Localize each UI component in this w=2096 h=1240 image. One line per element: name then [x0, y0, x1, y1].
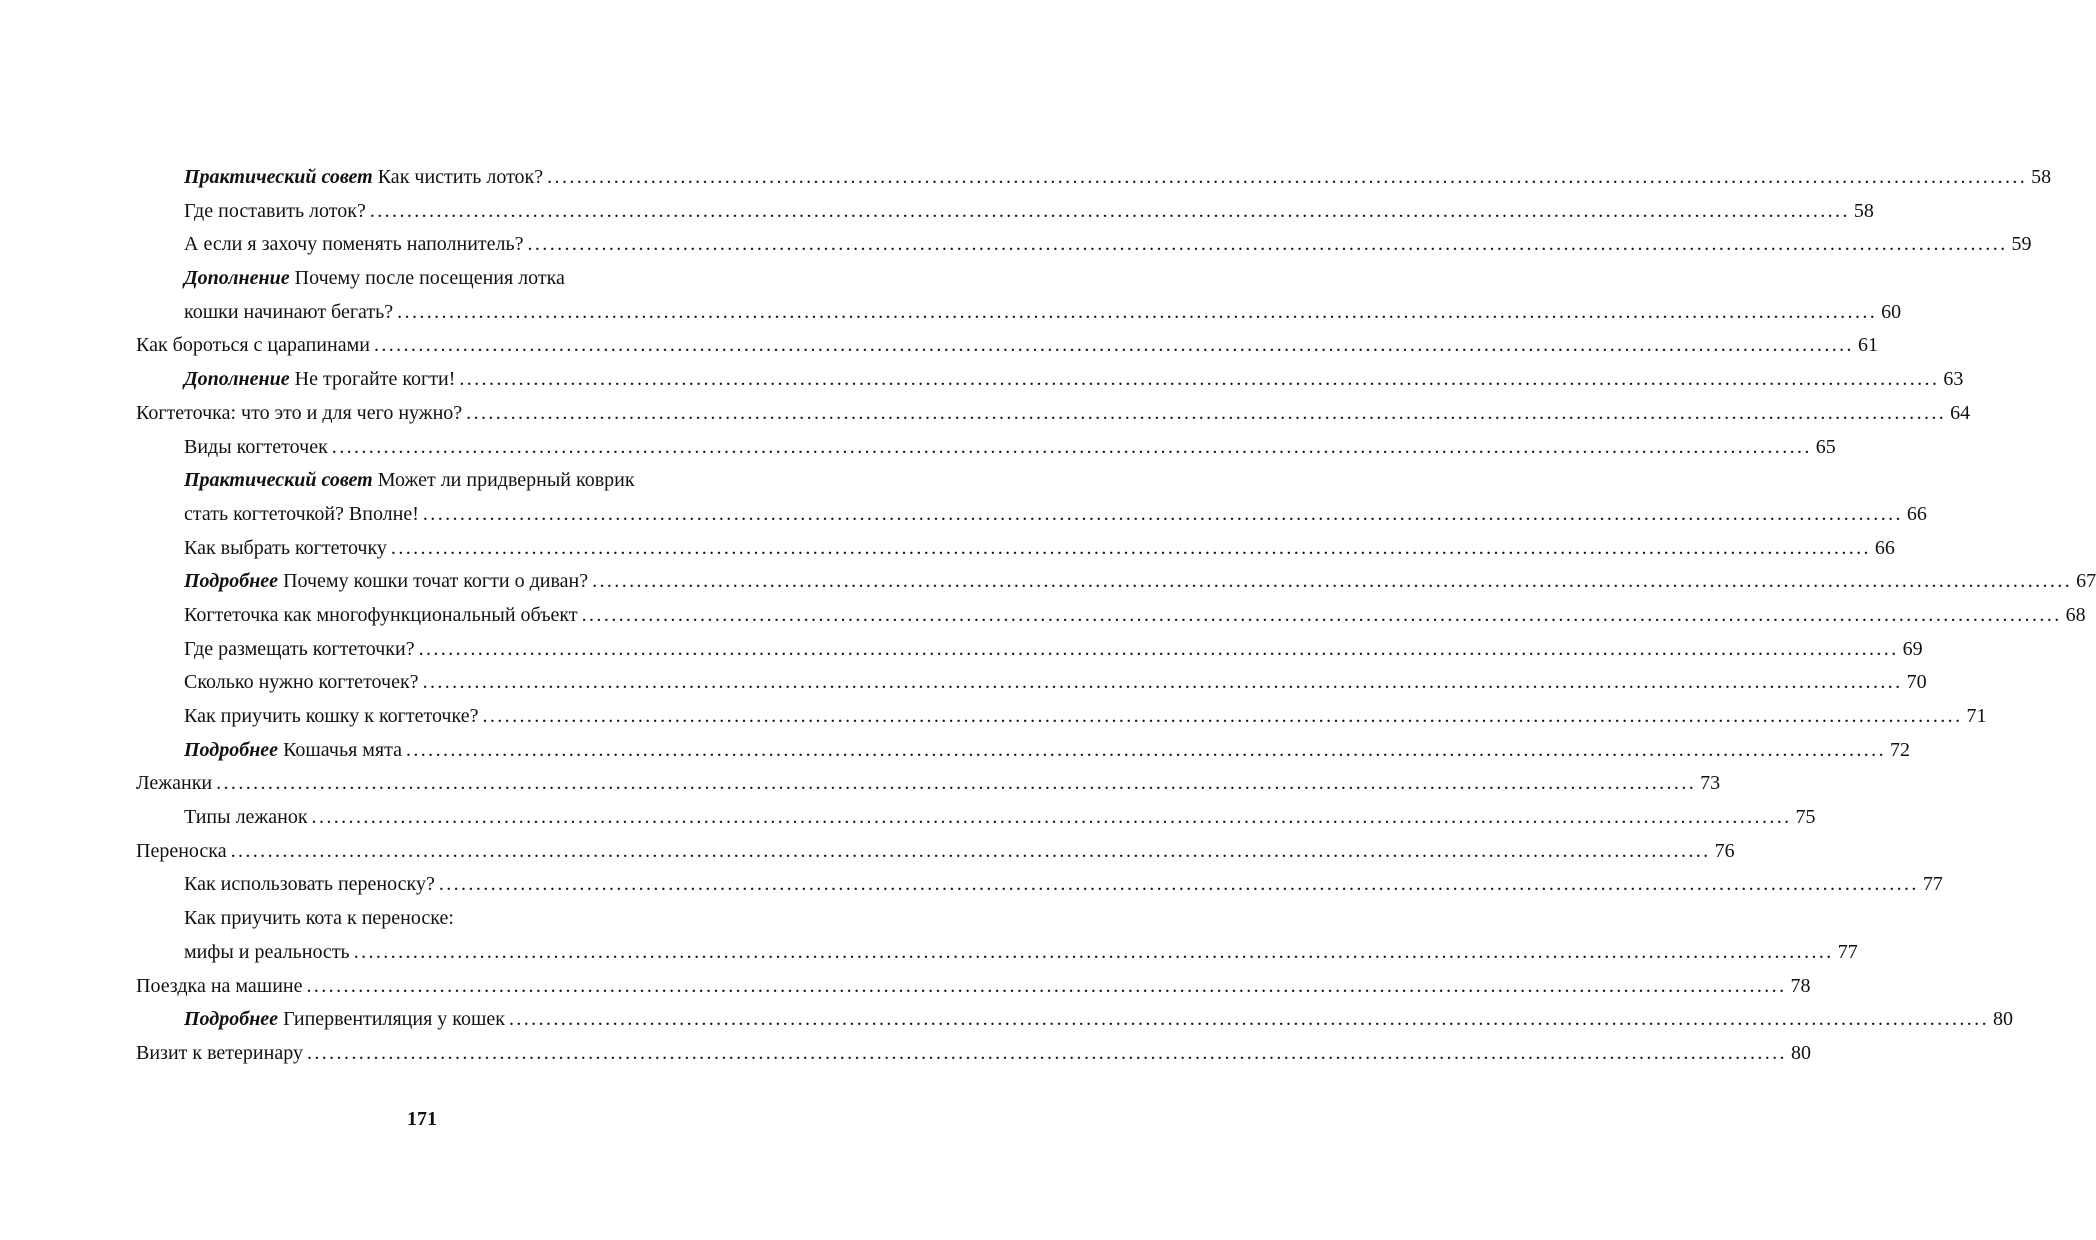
toc-entry[interactable]: [136, 599, 2086, 633]
dot-leader: ........................................................................................................................................................................................................: [369, 199, 1850, 222]
toc-entry-page: 58: [1853, 199, 1874, 222]
toc-entry-page: 68: [2065, 603, 2086, 626]
toc-entry-title: Гипервентиляция у кошек: [283, 1008, 505, 1031]
dot-leader: ........................................................................................................................................................................................................: [592, 570, 2073, 593]
toc-entry-page: 77: [1837, 940, 1858, 963]
toc-entry[interactable]: [136, 498, 1927, 532]
toc-entry-page: 73: [1700, 772, 1721, 795]
toc-entry-title: кошки начинают бегать?: [184, 300, 394, 323]
toc-entry-page: 75: [1795, 806, 1816, 829]
dot-leader: ........................................................................................................................................................................................................: [422, 502, 1903, 525]
toc-entry[interactable]: [136, 195, 1874, 229]
toc-entry-title: Как приучить кошку к когтеточке?: [184, 705, 479, 727]
dot-leader: ........................................................................................................................................................................................................: [405, 738, 1886, 761]
toc-entry[interactable]: [136, 431, 1836, 465]
toc-entry-prefix: Дополнение: [184, 267, 290, 290]
toc-entry[interactable]: [136, 700, 1987, 734]
toc-entry[interactable]: [136, 1003, 2013, 1037]
toc-entry-title: Как приучить кота к переноске:: [184, 907, 454, 930]
dot-leader: ........................................................................................................................................................................................................: [438, 873, 1919, 896]
toc-entry-page: 66: [1906, 502, 1927, 525]
dot-leader: ........................................................................................................................................................................................................: [230, 839, 1711, 862]
toc-entry-title: Как чистить лоток?: [377, 166, 544, 188]
toc-entry[interactable]: [136, 666, 1927, 700]
toc-entry-page: 61: [1857, 334, 1878, 357]
dot-leader: ........................................................................................................................................................................................................: [373, 334, 1854, 357]
toc-entry-title: Визит к ветеринару: [136, 1041, 303, 1064]
toc-entry-title: Почему кошки точат когти о диван?: [283, 570, 589, 593]
toc-entry[interactable]: [136, 262, 720, 296]
toc-entry-title: Когтеточка: что это и для чего нужно?: [136, 401, 463, 424]
dot-leader: ........................................................................................................................................................................................................: [466, 401, 1947, 424]
dot-leader: ........................................................................................................................................................................................................: [306, 974, 1787, 997]
toc-entry-page: 78: [1790, 974, 1811, 997]
toc-entry-page: 80: [1790, 1041, 1811, 1064]
toc-entry-title: Почему после посещения лотка: [294, 267, 565, 290]
toc-entry-title: Поездка на машине: [136, 974, 303, 997]
toc-entry-title: мифы и реальность: [184, 940, 350, 963]
toc-entry-page: 69: [1902, 637, 1923, 660]
toc-entry[interactable]: [136, 902, 720, 936]
toc-entry-page: 70: [1906, 671, 1927, 694]
toc-entry[interactable]: [136, 532, 1895, 566]
toc-entry[interactable]: [136, 936, 1858, 970]
toc-entry-page: 66: [1874, 536, 1895, 559]
toc-entry[interactable]: [136, 161, 2052, 195]
toc-entry-page: 63: [1943, 368, 1964, 391]
page-number: 171: [407, 1108, 437, 1130]
dot-leader: ........................................................................................................................................................................................................: [508, 1008, 1989, 1031]
dot-leader: ........................................................................................................................................................................................................: [331, 435, 1812, 458]
toc-entry-prefix: Подробнее: [184, 570, 279, 593]
toc-entry-page: 58: [2031, 166, 2052, 188]
dot-leader: ........................................................................................................................................................................................................: [547, 166, 2028, 188]
toc-entry-page: 65: [1815, 435, 1836, 458]
dot-leader: ........................................................................................................................................................................................................: [527, 233, 2008, 256]
toc-entry[interactable]: [136, 329, 1878, 363]
toc-entry[interactable]: [136, 1037, 1811, 1071]
dot-leader: ........................................................................................................................................................................................................: [306, 1041, 1787, 1064]
toc-entry-title: Типы лежанок: [184, 806, 308, 829]
toc-entry-prefix: Подробнее: [184, 1008, 279, 1031]
toc-entry-page: 77: [1922, 873, 1943, 896]
toc-entry[interactable]: [136, 633, 1923, 667]
toc-entry[interactable]: [136, 397, 1971, 431]
toc-entry-title: А если я захочу поменять наполнитель?: [184, 233, 524, 256]
toc-entry-page: 76: [1714, 839, 1735, 862]
toc-entry-title: Сколько нужно когтеточек?: [184, 671, 419, 694]
toc-entry-title: Может ли придверный коврик: [377, 469, 635, 492]
toc-entry-title: Лежанки: [136, 772, 213, 795]
toc-entry[interactable]: [136, 970, 1811, 1004]
toc-entry-prefix: Практический совет: [184, 469, 373, 492]
dot-leader: ........................................................................................................................................................................................................: [216, 772, 1697, 795]
toc-entry[interactable]: [136, 228, 2032, 262]
toc-entry-prefix: Подробнее: [184, 738, 279, 761]
toc-entry-title: стать когтеточкой? Вполне!: [184, 502, 419, 525]
toc-entry-page: 72: [1889, 738, 1910, 761]
toc-entry-title: Где поставить лоток?: [184, 199, 366, 222]
toc-entry-page: 64: [1950, 401, 1971, 424]
toc-entry-page: 59: [2011, 233, 2032, 256]
dot-leader: ........................................................................................................................................................................................................: [311, 806, 1792, 829]
dot-leader: ........................................................................................................................................................................................................: [581, 603, 2062, 626]
toc-entry-title: Не трогайте когти!: [294, 368, 456, 391]
dot-leader: ........................................................................................................................................................................................................: [459, 368, 1940, 391]
table-of-contents: [136, 161, 2096, 1071]
toc-entry[interactable]: [136, 296, 1902, 330]
toc-entry-prefix: Дополнение: [184, 368, 290, 391]
toc-entry-title: Кошачья мята: [283, 738, 402, 761]
toc-entry-title: Как бороться с царапинами: [136, 334, 370, 357]
toc-entry-title: Виды когтеточек: [184, 435, 328, 458]
dot-leader: ........................................................................................................................................................................................................: [390, 536, 1871, 559]
toc-entry-page: 67: [2076, 570, 2096, 593]
toc-entry[interactable]: [136, 801, 1816, 835]
dot-leader: ........................................................................................................................................................................................................: [353, 940, 1834, 963]
dot-leader: ........................................................................................................................................................................................................: [422, 671, 1903, 694]
toc-entry-page: 71: [1966, 705, 1987, 727]
toc-entry[interactable]: [136, 868, 1943, 902]
toc-entry[interactable]: [136, 835, 1735, 869]
toc-entry[interactable]: [136, 464, 720, 498]
toc-entry-page: 60: [1881, 300, 1902, 323]
toc-entry-title: Где размещать когтеточки?: [184, 637, 415, 660]
dot-leader: ........................................................................................................................................................................................................: [482, 705, 1963, 727]
toc-entry-page: 80: [1992, 1008, 2013, 1031]
dot-leader: ........................................................................................................................................................................................................: [397, 300, 1878, 323]
toc-entry[interactable]: [136, 565, 2096, 599]
dot-leader: ........................................................................................................................................................................................................: [418, 637, 1899, 660]
toc-entry-title: Переноска: [136, 839, 227, 862]
toc-entry-title: Как выбрать когтеточку: [184, 536, 387, 559]
toc-entry[interactable]: [136, 363, 1964, 397]
toc-entry[interactable]: [136, 734, 1910, 768]
toc-entry-title: Когтеточка как многофункциональный объект: [184, 603, 578, 626]
toc-entry[interactable]: [136, 767, 1721, 801]
toc-entry-title: Как использовать переноску?: [184, 873, 435, 896]
toc-entry-prefix: Практический совет: [184, 166, 373, 188]
